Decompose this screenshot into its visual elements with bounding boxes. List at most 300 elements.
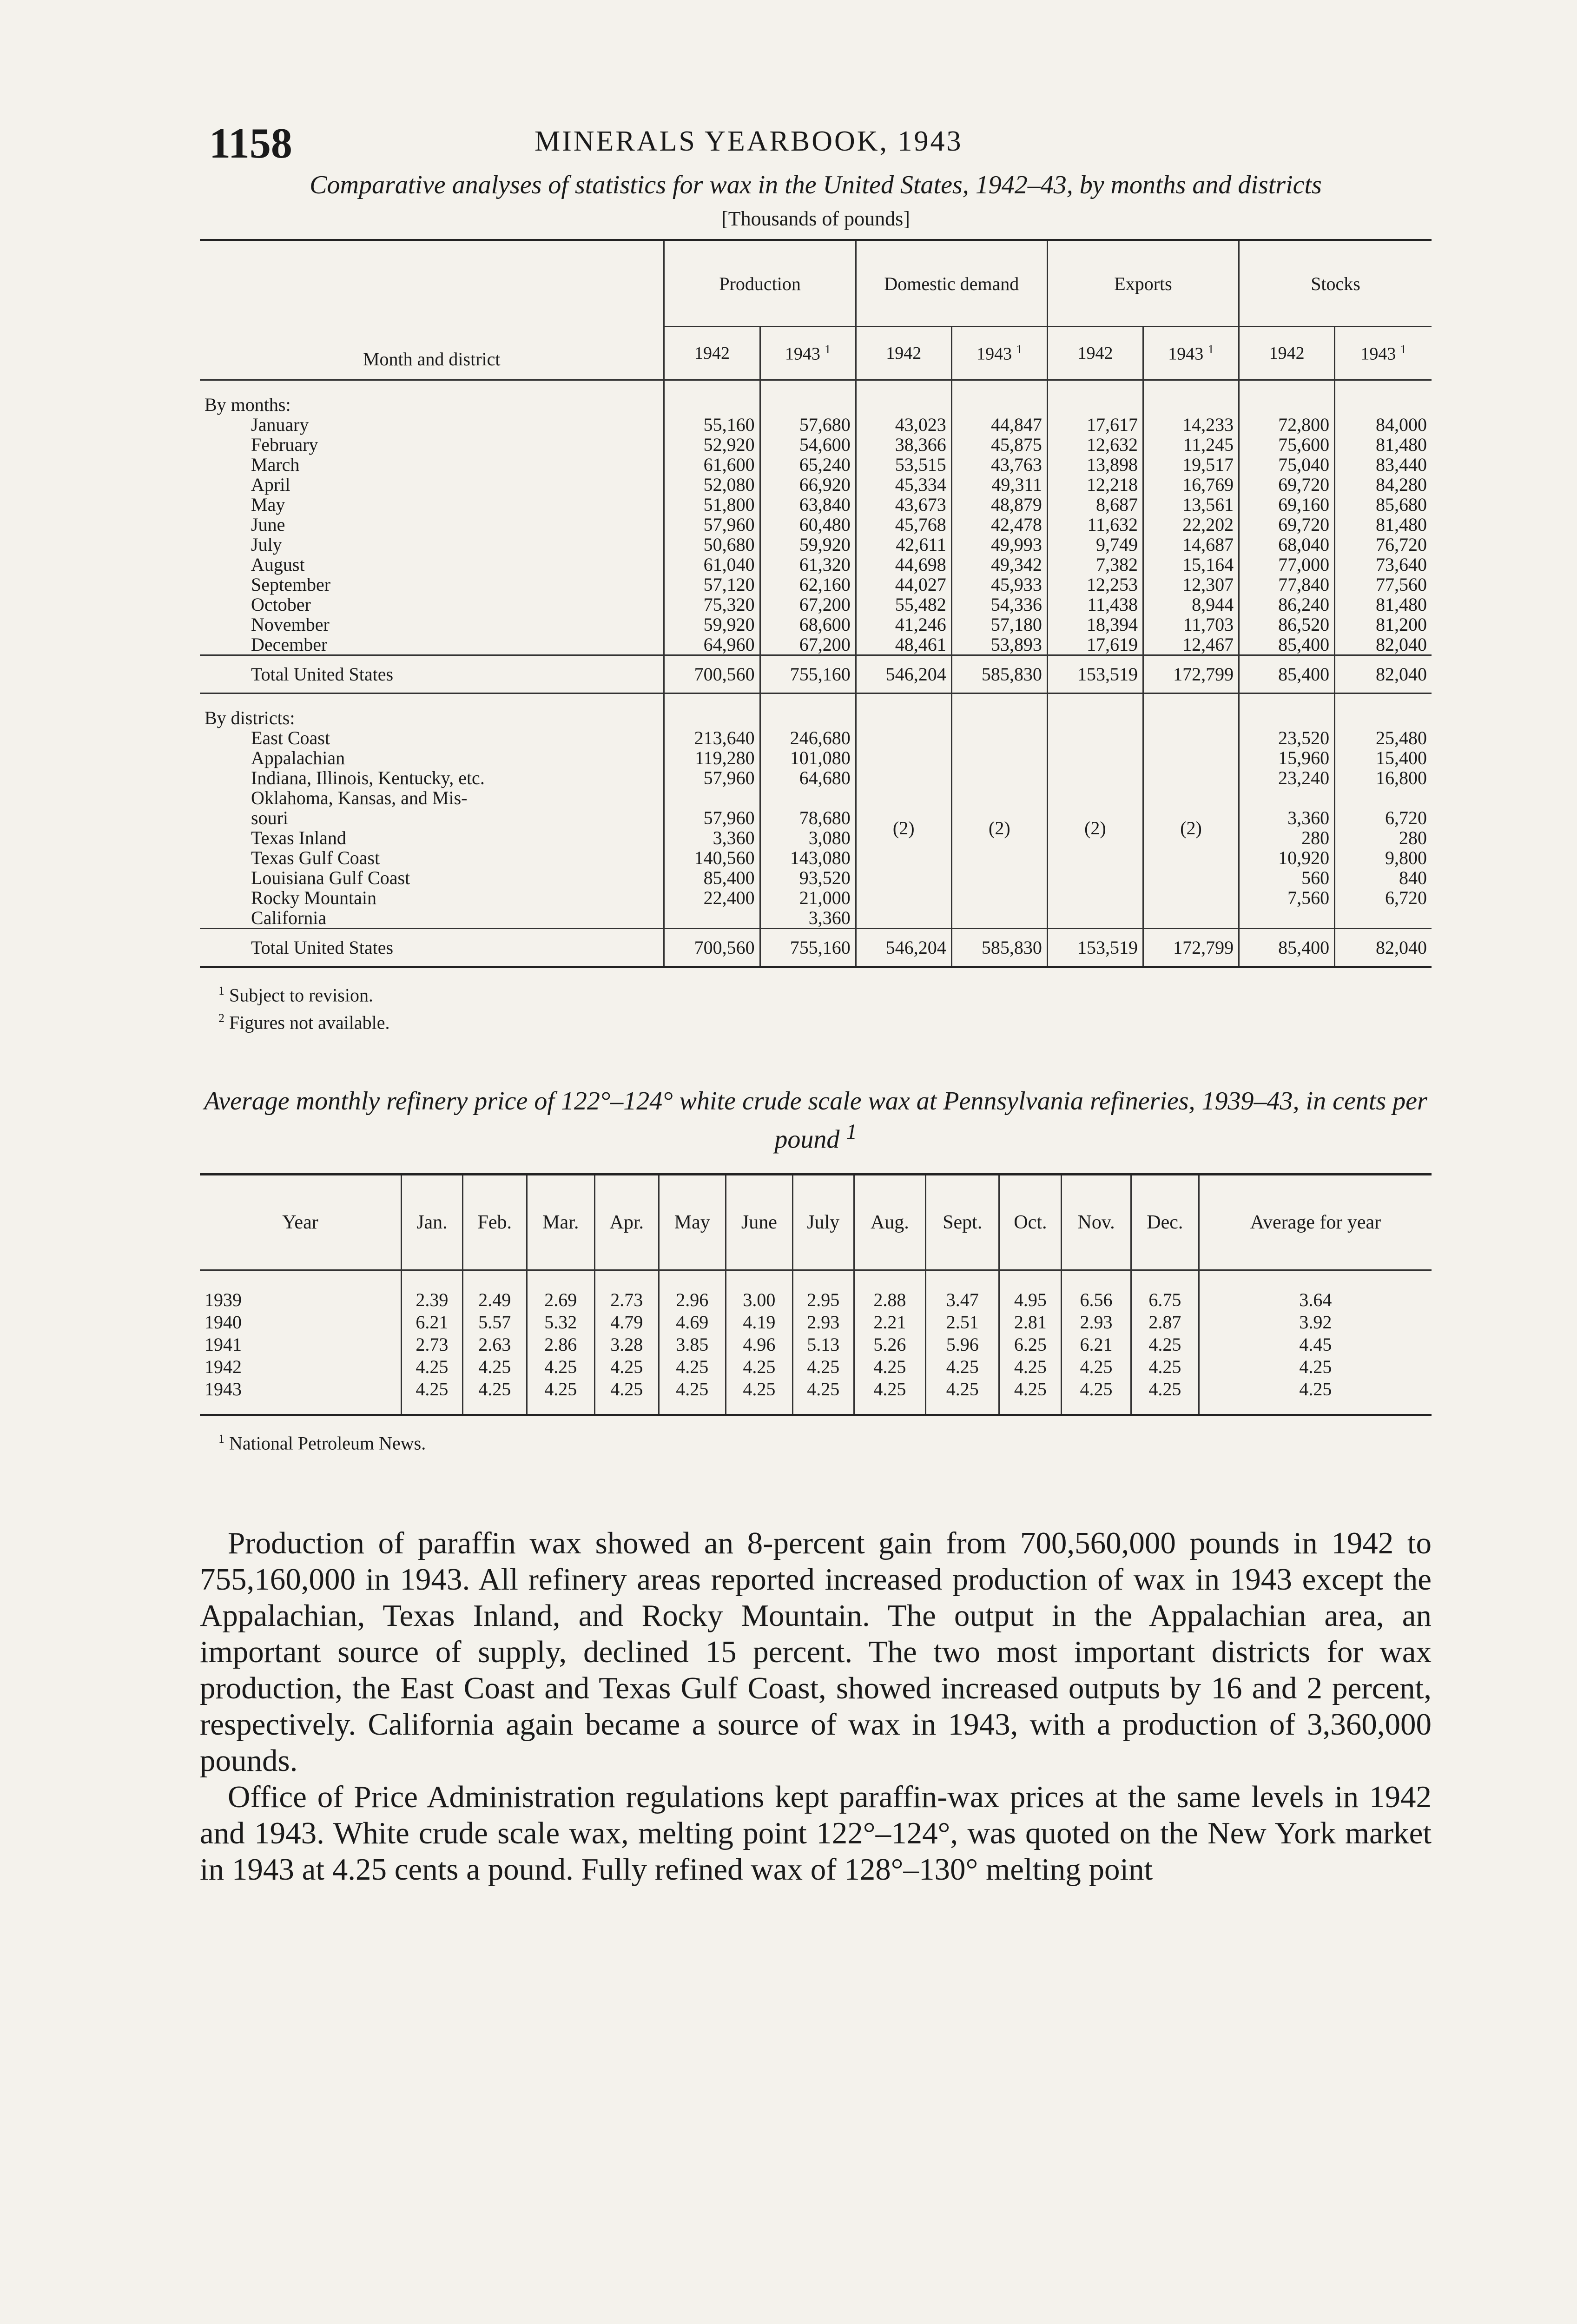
page-number: 1158 [209,119,292,167]
table-cell: 5.26 [854,1334,925,1356]
table-cell: 2.93 [792,1311,854,1334]
table-cell: 23,240 [1239,768,1335,788]
table-cell: 2.88 [854,1270,925,1312]
table-cell: 5.96 [926,1334,999,1356]
paragraph: Office of Price Administration regulations kept paraffin-wax prices at the same levels in 1942 and 1943. White crude scale wax, melting point 122°–124°, was quoted on the New York market in 1943 at 4.25 cents a pound. Fully refined wax of 128°–130° melting point [200,1779,1432,1887]
table-cell: 13,898 [1047,455,1143,475]
table-cell: 25,480 [1335,728,1432,748]
table-cell: 7,560 [1239,888,1335,908]
table-cell: 2.21 [854,1311,925,1334]
table-cell: 53,893 [951,634,1047,655]
table-cell: 15,960 [1239,748,1335,768]
table-cell: 6.25 [999,1334,1062,1356]
table-cell: 6.56 [1062,1270,1131,1312]
table1-footnotes [218,979,1432,1035]
section-label: By districts: [205,707,295,728]
row-label: June [251,514,285,535]
table-cell: 66,920 [760,475,856,495]
table-cell: 4.25 [594,1378,659,1415]
table2-footnote: $^1$ National Petroleum News. [218,1432,426,1454]
table-row [200,1356,1432,1378]
table-cell: 23,520 [1239,728,1335,748]
group-header: Domestic demand [856,240,1047,327]
table-cell: 6.21 [402,1311,463,1334]
table-cell: 3,360 [1239,808,1335,828]
row-label: May [251,494,285,515]
row-label: 1941 [205,1334,242,1355]
table-cell: 119,280 [664,748,760,768]
table-cell: 55,160 [664,415,760,435]
table-cell: 11,703 [1143,614,1239,634]
table-cell: 69,720 [1239,475,1335,495]
table-cell: 4.25 [1062,1356,1131,1378]
paragraph: Production of paraffin wax showed an 8-percent gain from 700,560,000 pounds in 1942 to 755,160,000 in 1943. All refinery areas reported increased production of wax in 1943 except the Appalachian, Texas Inland, and Rocky Mountain. The output in the Appalachian area, an important source of supply, declined 15 percent. The two most important districts for wax production, the East Coast and Texas Gulf Coast, showed increased outputs by 16 and 2 percent, respectively. California again became a source of wax in 1943, with a production of 3,360,000 pounds. [200,1525,1432,1778]
row-label: East Coast [251,727,330,748]
table-cell: 4.25 [854,1378,925,1415]
districts-total [200,929,1432,967]
table-cell: 2.39 [402,1270,463,1312]
table-cell: 82,040 [1335,929,1432,967]
row-label: November [251,614,330,635]
table-cell: 21,000 [760,888,856,908]
table-cell: 49,342 [951,555,1047,574]
table-cell: 51,800 [664,495,760,515]
table-cell: 246,680 [760,728,856,748]
table-cell: 52,920 [664,435,760,455]
column-header: May [659,1175,726,1270]
row-label: July [251,534,282,555]
table-cell: 52,080 [664,475,760,495]
table-cell: 12,218 [1047,475,1143,495]
table-cell: 3,360 [760,908,856,929]
table-cell: 48,461 [856,634,951,655]
table-cell: 45,875 [951,435,1047,455]
table-cell [1335,788,1432,808]
table1-unit: [Thousands of pounds] [721,207,910,230]
table-cell: 8,944 [1143,594,1239,614]
table-cell: 12,467 [1143,634,1239,655]
table-cell: 22,202 [1143,515,1239,535]
table-row [200,1334,1432,1356]
table-cell: 75,600 [1239,435,1335,455]
year-header: 1942 [664,327,760,380]
column-header: Jan. [402,1175,463,1270]
table-cell: 4.25 [659,1378,726,1415]
table-cell [1335,908,1432,929]
table-cell: 9,749 [1047,535,1143,555]
table-cell [664,908,760,929]
table-cell: 5.13 [792,1334,854,1356]
table-cell: 4.25 [999,1378,1062,1415]
table-cell: 4.25 [462,1378,527,1415]
table-cell: 81,480 [1335,515,1432,535]
not-available-mark: (2) [951,728,1047,929]
table-cell: 85,400 [1239,655,1335,693]
months-section [200,380,1432,655]
table-cell: 4.25 [854,1356,925,1378]
row-label: Texas Inland [251,827,346,848]
row-label: February [251,434,318,455]
table-row [200,1311,1432,1334]
table-cell: 14,687 [1143,535,1239,555]
page [200,119,1432,1888]
table-cell: 4.25 [594,1356,659,1378]
table-cell: 84,280 [1335,475,1432,495]
table-cell: 50,680 [664,535,760,555]
table-cell: 67,200 [760,634,856,655]
year-header: 1943 $^1$ [951,327,1047,380]
table-cell: 16,769 [1143,475,1239,495]
table-cell: 77,560 [1335,574,1432,594]
table-cell [664,788,760,808]
table-cell: 85,680 [1335,495,1432,515]
table-cell: 6.21 [1062,1334,1131,1356]
table-cell: 4.25 [402,1378,463,1415]
table-cell: 11,632 [1047,515,1143,535]
table-cell: 4.25 [926,1378,999,1415]
table-cell: 68,040 [1239,535,1335,555]
row-label: Total United States [200,655,664,693]
column-header: June [726,1175,792,1270]
not-available-mark: (2) [856,728,951,929]
table-cell: 16,800 [1335,768,1432,788]
row-label: souri [251,807,288,828]
column-header: Average for year [1199,1175,1432,1270]
table-cell: 78,680 [760,808,856,828]
table-cell: 53,515 [856,455,951,475]
table-row [200,768,1432,788]
table-cell: 17,617 [1047,415,1143,435]
table-cell: 9,800 [1335,848,1432,868]
table-cell: 560 [1239,868,1335,888]
table-cell: 15,164 [1143,555,1239,574]
table-cell: 93,520 [760,868,856,888]
row-label: September [251,574,331,595]
table-cell: 4.96 [726,1334,792,1356]
column-header: Sept. [926,1175,999,1270]
table-cell: 12,253 [1047,574,1143,594]
table-cell: 82,040 [1335,655,1432,693]
column-header: Year [200,1175,402,1270]
table-cell: 12,307 [1143,574,1239,594]
column-header: Apr. [594,1175,659,1270]
table2-title: Average monthly refinery price of 122°–124° white crude scale wax at Pennsylvania refineries, 1939–43, in cents per pound $^1$ [204,1086,1427,1154]
table-cell: 69,160 [1239,495,1335,515]
row-label: January [251,414,309,435]
table-cell: 153,519 [1047,655,1143,693]
table-cell: 57,960 [664,808,760,828]
table-cell: 83,440 [1335,455,1432,475]
table-cell: 65,240 [760,455,856,475]
table-row [200,848,1432,868]
table-row [200,1378,1432,1415]
column-header: Nov. [1062,1175,1131,1270]
table-cell: 4.79 [594,1311,659,1334]
table-cell: 280 [1239,828,1335,848]
table-cell: 6,720 [1335,888,1432,908]
table-cell: 585,830 [951,929,1047,967]
table-cell: 585,830 [951,655,1047,693]
table-cell: 72,800 [1239,415,1335,435]
table1-title: Comparative analyses of statistics for wax in the United States, 1942–43, by months and districts [310,171,1322,199]
table-cell: 77,000 [1239,555,1335,574]
table-cell: 8,687 [1047,495,1143,515]
table-cell: 76,720 [1335,535,1432,555]
table-cell: 15,400 [1335,748,1432,768]
table-cell: 4.25 [1131,1378,1199,1415]
table-cell: 42,478 [951,515,1047,535]
year-header: 1943 $^1$ [1143,327,1239,380]
table-row [200,415,1432,435]
table-cell: 41,246 [856,614,951,634]
table-cell: 4.25 [659,1356,726,1378]
table-cell: 43,673 [856,495,951,515]
table-cell: 45,768 [856,515,951,535]
table-cell: 49,311 [951,475,1047,495]
table-cell: 4.25 [462,1356,527,1378]
table-row [200,475,1432,495]
table-cell: 4.25 [926,1356,999,1378]
table-cell: 153,519 [1047,929,1143,967]
table-cell: 69,720 [1239,515,1335,535]
table-cell: 2.87 [1131,1311,1199,1334]
table-cell: 4.69 [659,1311,726,1334]
table-cell: 7,382 [1047,555,1143,574]
table-cell: 143,080 [760,848,856,868]
row-header: Month and district [200,240,664,380]
table-cell: 73,640 [1335,555,1432,574]
table-cell: 42,611 [856,535,951,555]
body-text [200,1525,1432,1888]
table-cell: 4.25 [1199,1378,1432,1415]
column-header: Oct. [999,1175,1062,1270]
table-cell: 3.00 [726,1270,792,1312]
table-cell: 17,619 [1047,634,1143,655]
row-label: Total United States [200,929,664,967]
table-cell: 840 [1335,868,1432,888]
table-cell: 10,920 [1239,848,1335,868]
table-cell: 75,040 [1239,455,1335,475]
table-cell: 280 [1335,828,1432,848]
page-header [200,119,1432,170]
footnote: $^2$ Figures not available. [218,1011,390,1033]
row-label: March [251,454,300,475]
column-header: July [792,1175,854,1270]
table-cell: 4.25 [1131,1356,1199,1378]
table-cell: 64,960 [664,634,760,655]
table-cell: 85,400 [1239,929,1335,967]
table-cell: 700,560 [664,655,760,693]
table-cell: 755,160 [760,929,856,967]
table-cell: 19,517 [1143,455,1239,475]
row-label: 1943 [205,1379,242,1400]
row-label: October [251,594,311,615]
table-cell: 4.25 [792,1356,854,1378]
row-label: Louisiana Gulf Coast [251,867,410,888]
table-row [200,634,1432,655]
table-cell: 48,879 [951,495,1047,515]
table-cell: 2.93 [1062,1311,1131,1334]
group-header: Exports [1047,240,1239,327]
table-cell: 4.45 [1199,1334,1432,1356]
table-cell: 4.95 [999,1270,1062,1312]
table-cell: 57,120 [664,574,760,594]
year-header: 1942 [1239,327,1335,380]
year-header: 1943 $^1$ [760,327,856,380]
table-cell: 2.73 [402,1334,463,1356]
wax-statistics-table [200,239,1432,968]
table-cell: 3,360 [664,828,760,848]
column-header: Feb. [462,1175,527,1270]
table-cell: 3.47 [926,1270,999,1312]
table-cell: 57,960 [664,768,760,788]
table-cell: 140,560 [664,848,760,868]
table-cell: 61,040 [664,555,760,574]
table-cell: 43,763 [951,455,1047,475]
table-row [200,455,1432,475]
table-cell: 4.25 [792,1378,854,1415]
footnote: $^1$ Subject to revision. [218,984,373,1006]
not-available-mark: (2) [1047,728,1143,929]
table-cell: 4.25 [999,1356,1062,1378]
table-cell: 4.25 [1062,1378,1131,1415]
table-row [200,828,1432,848]
table-cell: 3.64 [1199,1270,1432,1312]
year-header: 1943 $^1$ [1335,327,1432,380]
table-cell: 4.25 [402,1356,463,1378]
table-cell: 5.57 [462,1311,527,1334]
table-cell: 546,204 [856,655,951,693]
table-cell: 86,520 [1239,614,1335,634]
table-cell: 3,080 [760,828,856,848]
table-cell: 57,680 [760,415,856,435]
table-row [200,808,1432,828]
table-cell: 11,245 [1143,435,1239,455]
table-cell: 77,840 [1239,574,1335,594]
table-row [200,748,1432,768]
table-cell: 2.95 [792,1270,854,1312]
row-label: California [251,907,327,928]
table-cell: 75,320 [664,594,760,614]
table-cell: 44,698 [856,555,951,574]
table-row [200,1270,1432,1312]
districts-section [200,693,1432,929]
table-cell: 3.92 [1199,1311,1432,1334]
group-header: Production [664,240,856,327]
table-cell: 2.51 [926,1311,999,1334]
table-cell [1239,908,1335,929]
table-cell: 59,920 [760,535,856,555]
table-cell: 4.25 [527,1378,594,1415]
table-cell: 61,600 [664,455,760,475]
table-cell: 2.96 [659,1270,726,1312]
table-cell: 44,847 [951,415,1047,435]
total-row [200,655,1432,693]
table-cell: 13,561 [1143,495,1239,515]
row-label: 1939 [205,1289,242,1311]
table-row [200,435,1432,455]
table-cell: 45,933 [951,574,1047,594]
table-cell: 2.73 [594,1270,659,1312]
table-cell: 22,400 [664,888,760,908]
row-label: 1942 [205,1356,242,1378]
table-cell: 62,160 [760,574,856,594]
column-header: Mar. [527,1175,594,1270]
table-cell: 546,204 [856,929,951,967]
table-cell: 4.19 [726,1311,792,1334]
column-header: Dec. [1131,1175,1199,1270]
table-cell: 2.69 [527,1270,594,1312]
table-cell: 68,600 [760,614,856,634]
row-label: Appalachian [251,747,345,768]
table-row [200,495,1432,515]
table-cell: 11,438 [1047,594,1143,614]
table-cell: 3.28 [594,1334,659,1356]
table-cell: 172,799 [1143,655,1239,693]
table-row [200,728,1432,748]
table-cell: 213,640 [664,728,760,748]
table-cell: 6.75 [1131,1270,1199,1312]
table-row [200,555,1432,574]
table-cell: 12,632 [1047,435,1143,455]
table-cell: 81,480 [1335,435,1432,455]
table-cell [1239,788,1335,808]
table-cell: 49,993 [951,535,1047,555]
table-cell: 14,233 [1143,415,1239,435]
table-cell: 85,400 [664,868,760,888]
table-cell: 54,600 [760,435,856,455]
table-cell: 2.49 [462,1270,527,1312]
table-row [200,574,1432,594]
table-cell: 2.86 [527,1334,594,1356]
table-cell: 6,720 [1335,808,1432,828]
table-cell: 64,680 [760,768,856,788]
table-cell: 4.25 [527,1356,594,1378]
wax-price-table [200,1173,1432,1416]
row-label: April [251,474,290,495]
table-cell: 4.25 [1199,1356,1432,1378]
table-cell: 67,200 [760,594,856,614]
table-cell: 86,240 [1239,594,1335,614]
table-cell: 700,560 [664,929,760,967]
table-cell: 63,840 [760,495,856,515]
table-row [200,788,1432,808]
table-cell: 38,366 [856,435,951,455]
row-label: Texas Gulf Coast [251,847,380,868]
not-available-mark: (2) [1143,728,1239,929]
table-cell: 2.63 [462,1334,527,1356]
table-cell [760,788,856,808]
table-row [200,594,1432,614]
table-cell: 172,799 [1143,929,1239,967]
year-header: 1942 [856,327,951,380]
table-cell: 55,482 [856,594,951,614]
table-cell: 59,920 [664,614,760,634]
table-cell: 101,080 [760,748,856,768]
row-label: Indiana, Illinois, Kentucky, etc. [251,767,485,788]
table-cell: 82,040 [1335,634,1432,655]
table-cell: 4.25 [1131,1334,1199,1356]
table-cell: 45,334 [856,475,951,495]
row-label: Oklahoma, Kansas, and Mis- [251,787,468,808]
table-cell: 60,480 [760,515,856,535]
table-cell: 43,023 [856,415,951,435]
table-cell: 57,960 [664,515,760,535]
table-row [200,868,1432,888]
section-label: By months: [205,394,291,415]
table-cell: 3.85 [659,1334,726,1356]
table-cell: 57,180 [951,614,1047,634]
